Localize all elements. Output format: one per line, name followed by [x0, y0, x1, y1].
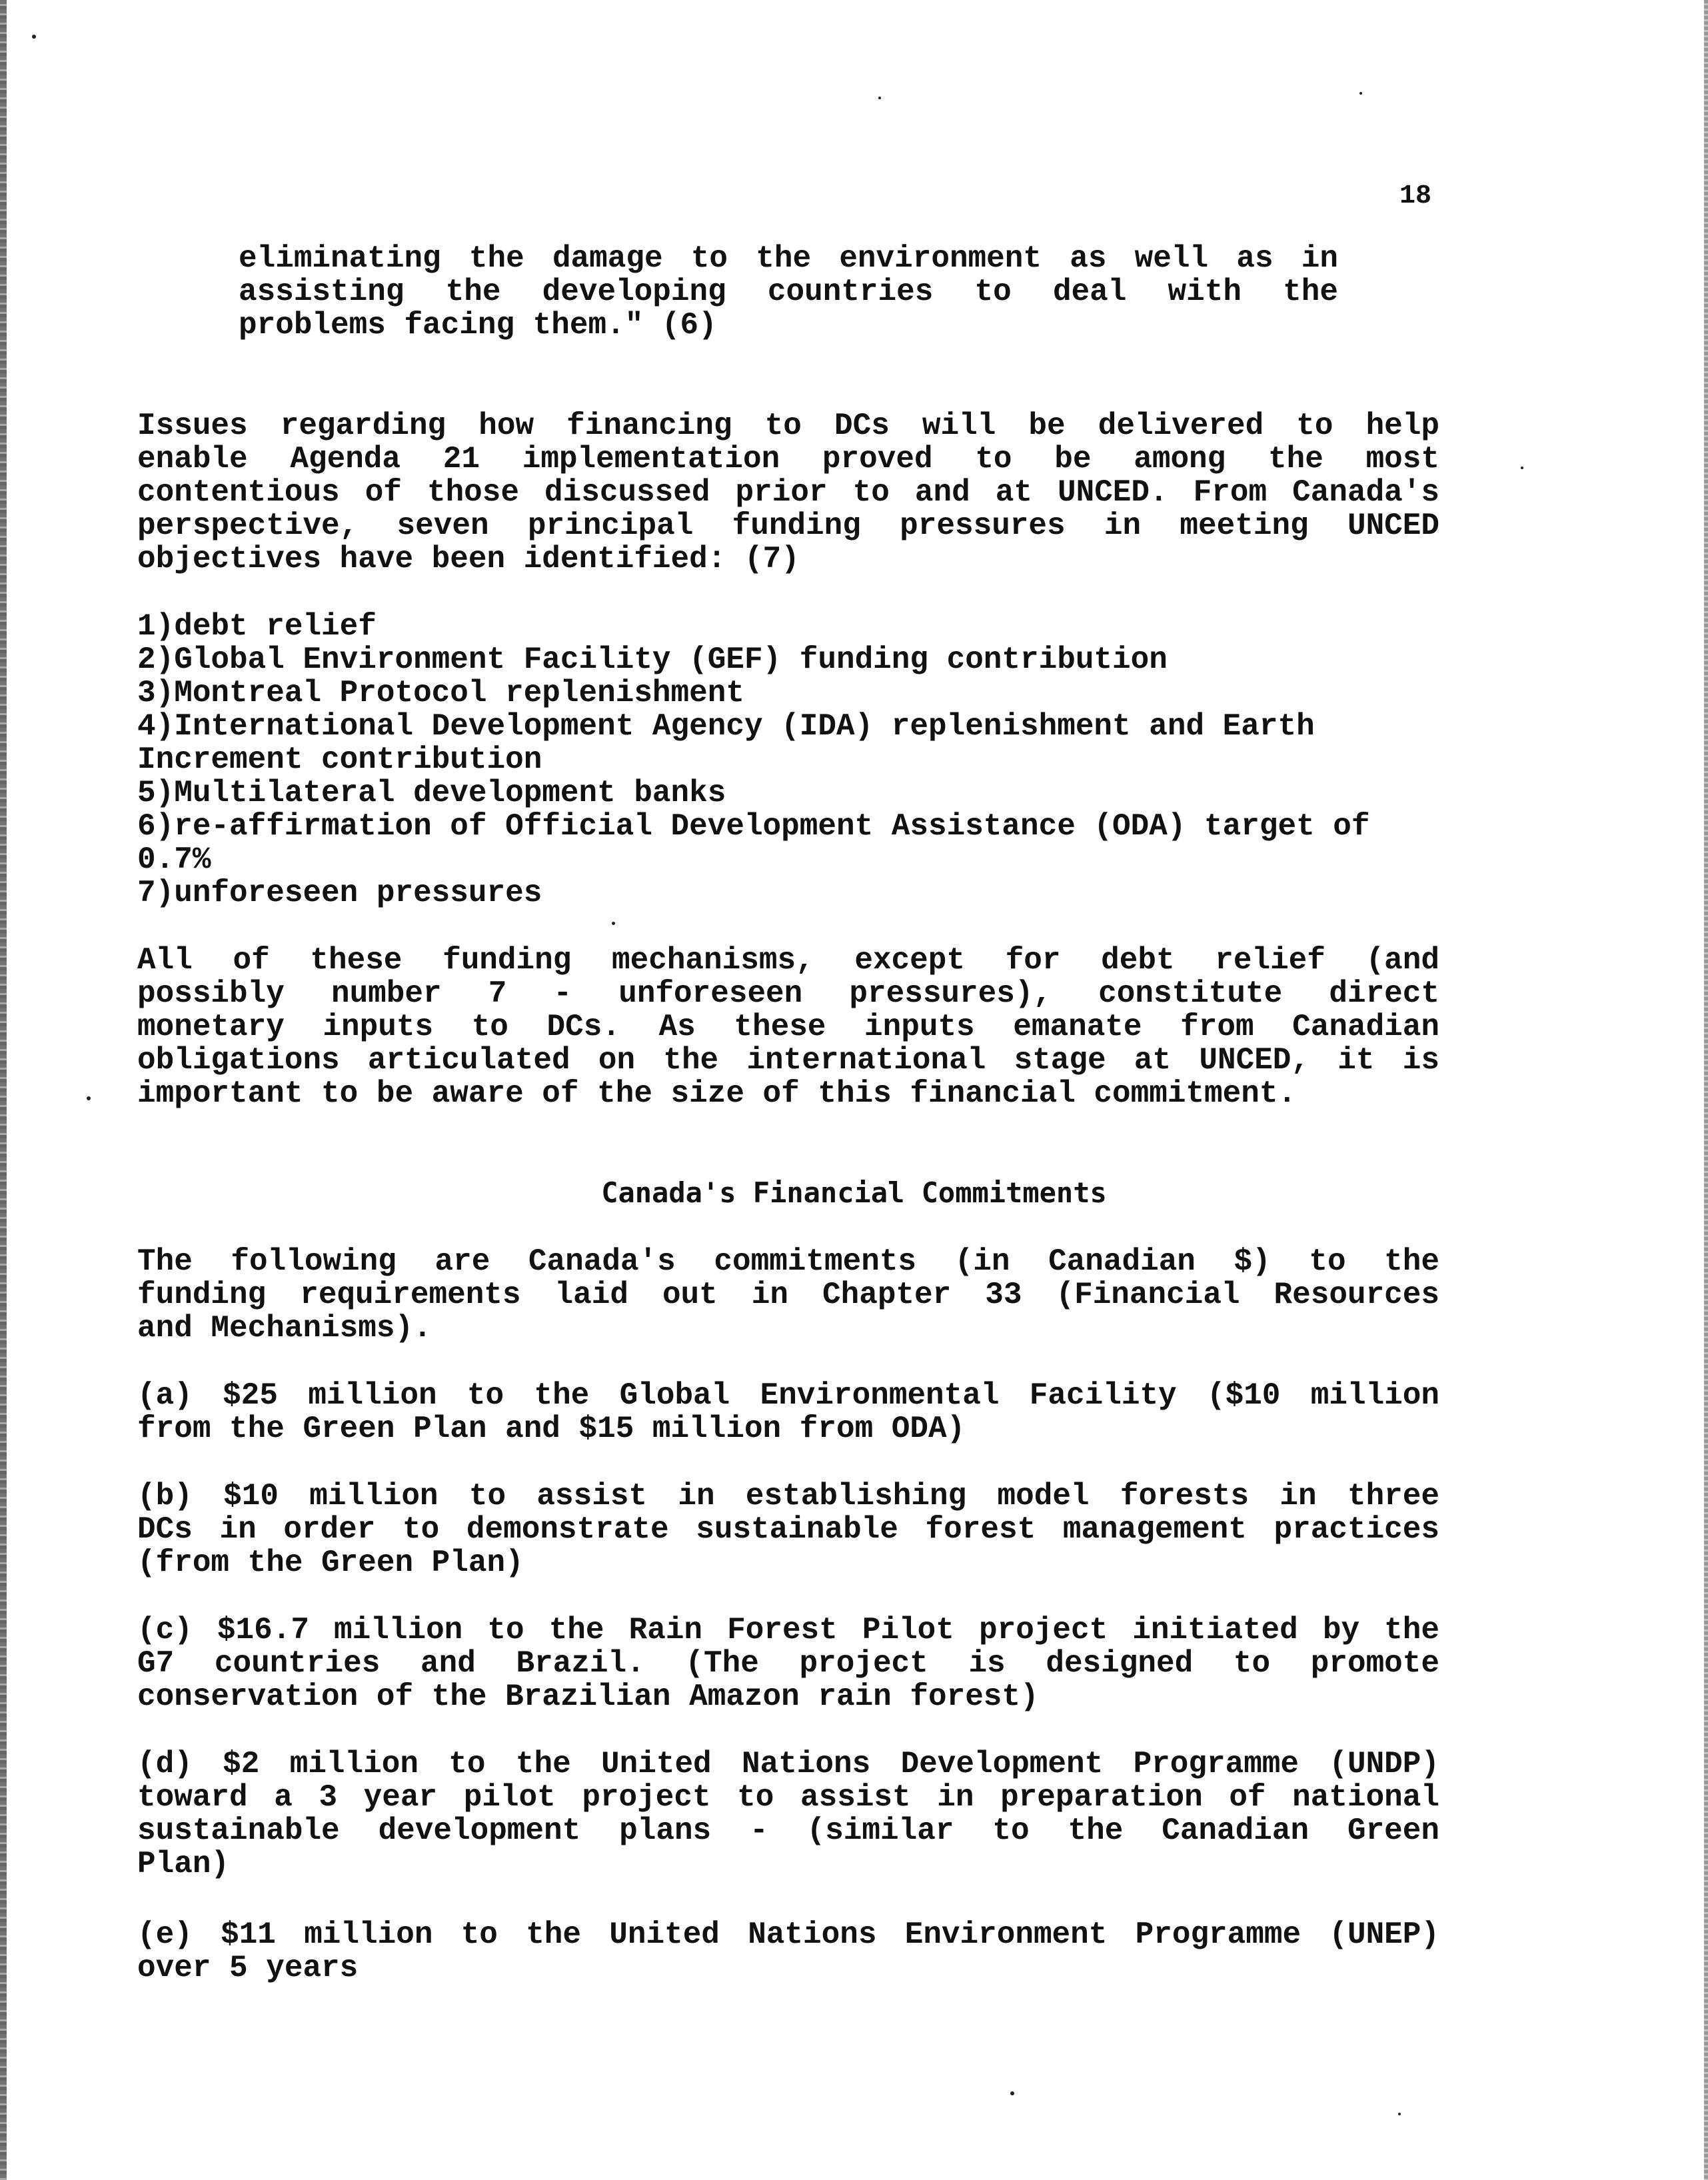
commitment-a — [137, 1379, 1439, 1446]
text-line: problems facing them." (6) — [239, 308, 717, 343]
text-line: obligations articulated on the international stage at UNCED, it is — [137, 1043, 1439, 1078]
list-item: 6)re-affirmation of Official Development Assistance (ODA) target of — [137, 809, 1370, 844]
text-line: (d) $2 million to the United Nations Development Programme (UNDP) — [137, 1747, 1439, 1781]
commitment-c — [137, 1614, 1439, 1713]
text-line: DCs in order to demonstrate sustainable forest management practices — [137, 1512, 1439, 1547]
text-line: eliminating the damage to the environment as well as in — [239, 241, 1338, 276]
text-run: funding requirements laid out in Chapter 33 — [137, 1278, 1056, 1312]
scan-speck — [878, 97, 881, 99]
funding-pressures-list — [137, 610, 1439, 910]
text-line: (a) $25 million to the Global Environmental Facility ($10 million — [137, 1378, 1439, 1413]
chapter-title-bold: (Financial Resources — [1056, 1278, 1439, 1312]
text-line: (from the Green Plan) — [137, 1546, 524, 1580]
scan-right-edge — [1704, 0, 1708, 2180]
text-line — [137, 1312, 1439, 1345]
quote-paragraph — [239, 242, 1338, 342]
scan-speck — [87, 1096, 91, 1100]
list-item: 5)Multilateral development banks — [137, 776, 726, 810]
text-line: (c) $16.7 million to the Rain Forest Pilot project initiated by the — [137, 1613, 1439, 1647]
text-line: Issues regarding how financing to DCs will be delivered to help — [137, 409, 1439, 443]
scan-left-edge — [0, 0, 7, 2180]
text-line: contentious of those discussed prior to and at UNCED. From Canada's — [137, 475, 1439, 510]
text-line: over 5 years — [137, 1951, 359, 1985]
list-item: Increment contribution — [137, 742, 542, 777]
text-line: All of these funding mechanisms, except for debt relief (and — [137, 943, 1439, 978]
section-heading: Canada's Financial Commitments — [601, 1176, 1107, 1209]
list-item: 4)International Development Agency (IDA) replenishment and Earth — [137, 709, 1315, 744]
text-line: Plan) — [137, 1847, 230, 1881]
list-item: 1)debt relief — [137, 609, 377, 644]
scan-speck — [1521, 467, 1523, 469]
commitment-d — [137, 1747, 1439, 1881]
scan-speck — [32, 35, 36, 39]
text-line: enable Agenda 21 implementation proved to be among the most — [137, 442, 1439, 477]
text-line: from the Green Plan and $15 million from ODA) — [137, 1412, 966, 1446]
page-number: 18 — [1399, 181, 1432, 211]
scan-speck — [1010, 2091, 1014, 2095]
text-line: The following are Canada's commitments (in Canadian $) to the — [137, 1244, 1439, 1279]
intro-paragraph — [137, 409, 1439, 576]
chapter-title-bold: and Mechanisms) — [137, 1311, 414, 1346]
text-line: (b) $10 million to assist in establishing model forests in three — [137, 1479, 1439, 1514]
list-item: 0.7% — [137, 842, 211, 877]
list-item: 2)Global Environment Facility (GEF) funding contribution — [137, 642, 1168, 677]
list-item: 7)unforeseen pressures — [137, 876, 542, 910]
scan-speck — [1398, 2113, 1401, 2115]
text-line: possibly number 7 - unforeseen pressures), constitute direct — [137, 976, 1439, 1011]
text-line: monetary inputs to DCs. As these inputs emanate from Canadian — [137, 1010, 1439, 1044]
text-line: toward a 3 year pilot project to assist in preparation of national — [137, 1780, 1439, 1815]
text-line: (e) $11 million to the United Nations Environment Programme (UNEP) — [137, 1917, 1439, 1952]
text-line: G7 countries and Brazil. (The project is designed to promote — [137, 1646, 1439, 1681]
mechanisms-paragraph — [137, 944, 1439, 1110]
text-line: objectives have been identified: (7) — [137, 542, 800, 576]
text-line: assisting the developing countries to deal with the — [239, 275, 1338, 309]
text-line — [137, 1278, 1439, 1312]
commitments-intro-paragraph — [137, 1245, 1439, 1345]
text-line: important to be aware of the size of this financial commitment. — [137, 1076, 1297, 1111]
scan-speck — [612, 922, 615, 925]
commitment-b — [137, 1480, 1439, 1580]
text-run: . — [413, 1311, 432, 1346]
list-item: 3)Montreal Protocol replenishment — [137, 676, 744, 710]
text-line: sustainable development plans - (similar to the Canadian Green — [137, 1813, 1439, 1848]
scan-speck — [1359, 92, 1362, 95]
text-line: conservation of the Brazilian Amazon rain forest) — [137, 1679, 1039, 1714]
commitment-e — [137, 1918, 1439, 1985]
text-line: perspective, seven principal funding pressures in meeting UNCED — [137, 509, 1439, 543]
